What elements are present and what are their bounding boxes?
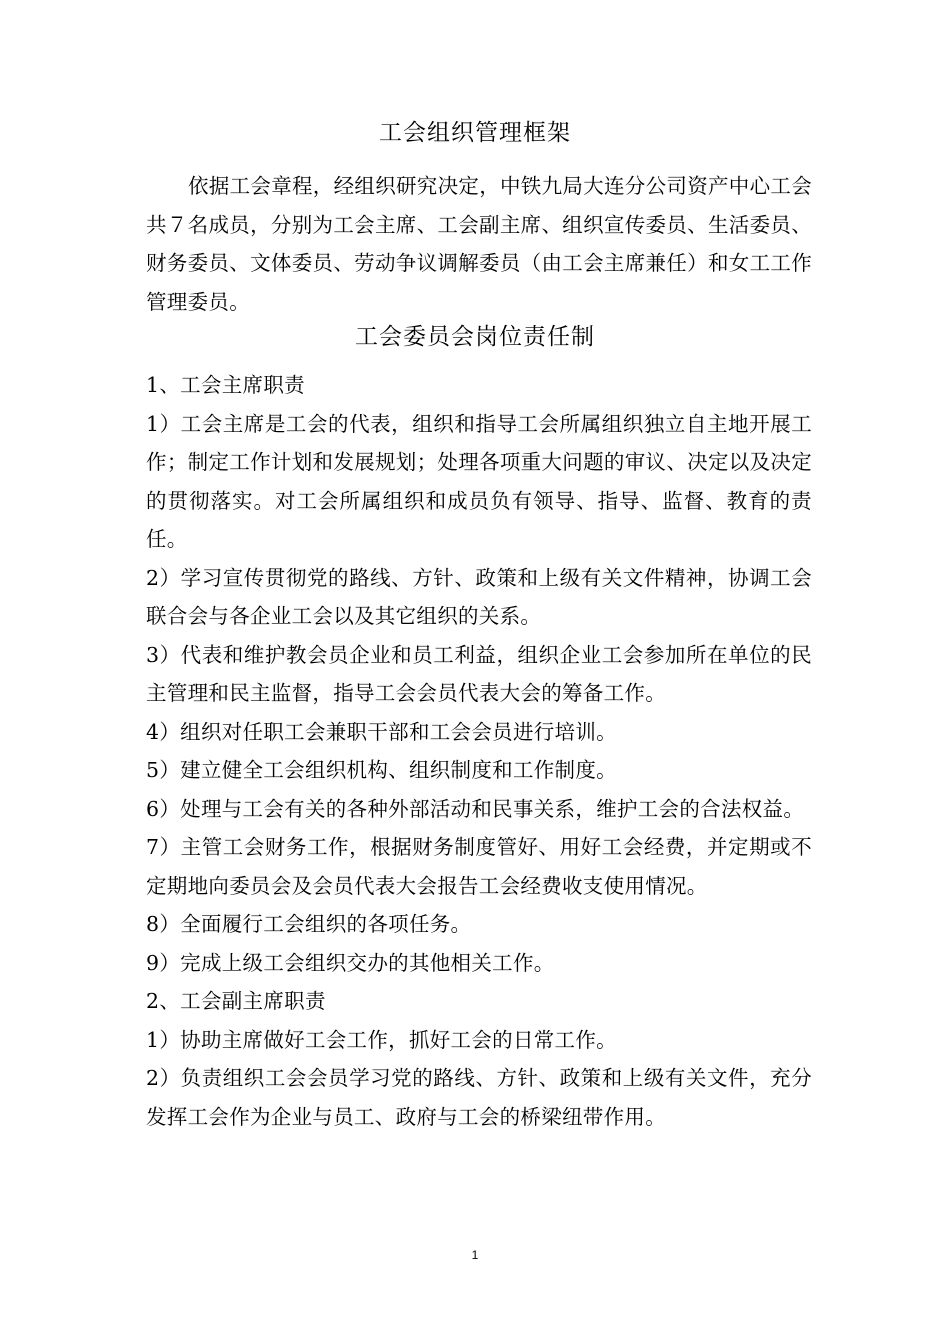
list-item: 8）全面履行工会组织的各项任务。 (146, 912, 472, 936)
list-item: 6）处理与工会有关的各种外部活动和民事关系，维护工会的合法权益。 (146, 796, 805, 821)
list-item: 3）代表和维护教会员企业和员工利益，组织企业工会参加所在单位的民主管理和民主监督，指导工会会员代表大会的筹备工作。 (146, 642, 812, 705)
section-heading-vice-chairman: 2、工会副主席职责 (146, 989, 326, 1013)
page-number: 1 (471, 1248, 479, 1262)
list-item: 1）工会主席是工会的代表，组织和指导工会所属组织独立自主地开展工作；制定工作计划和发展规划；处理各项重大问题的审议、决定以及决定的贯彻落实。对工会所属组织和成员负有领导、指导、监督、教育的责任。 (146, 411, 812, 551)
list-item: 4）组织对任职工会兼职干部和工会会员进行培训。 (146, 719, 617, 744)
list-item: 7）主管工会财务工作，根据财务制度管好、用好工会经费，并定期或不定期地向委员会及会员代表大会报告工会经费收支使用情况。 (146, 835, 812, 898)
intro-paragraph: 依据工会章程，经组织研究决定，中铁九局大连分公司资产中心工会共７名成员，分别为工会主席、工会副主席、组织宣传委员、生活委员、财务委员、文体委员、劳动争议调解委员（由工会主席兼任）和女工工作管理委员。 (146, 174, 812, 314)
list-item: 1）协助主席做好工会工作，抓好工会的日常工作。 (146, 1027, 617, 1052)
section-heading-chairman: 1、工会主席职责 (146, 373, 305, 397)
list-item: 5）建立健全工会组织机构、组织制度和工作制度。 (146, 758, 617, 782)
list-item: 2）负责组织工会会员学习党的路线、方针、政策和上级有关文件，充分发挥工会作为企业与员工、政府与工会的桥梁纽带作用。 (146, 1066, 812, 1129)
section-title: 工会委员会岗位责任制 (355, 324, 595, 350)
document-title: 工会组织管理框架 (379, 120, 571, 146)
list-item: 2）学习宣传贯彻党的路线、方针、政策和上级有关文件精神，协调工会联合会与各企业工会以及其它组织的关系。 (146, 565, 812, 628)
list-item: 9）完成上级工会组织交办的其他相关工作。 (146, 950, 555, 975)
duties-list (146, 366, 812, 1136)
